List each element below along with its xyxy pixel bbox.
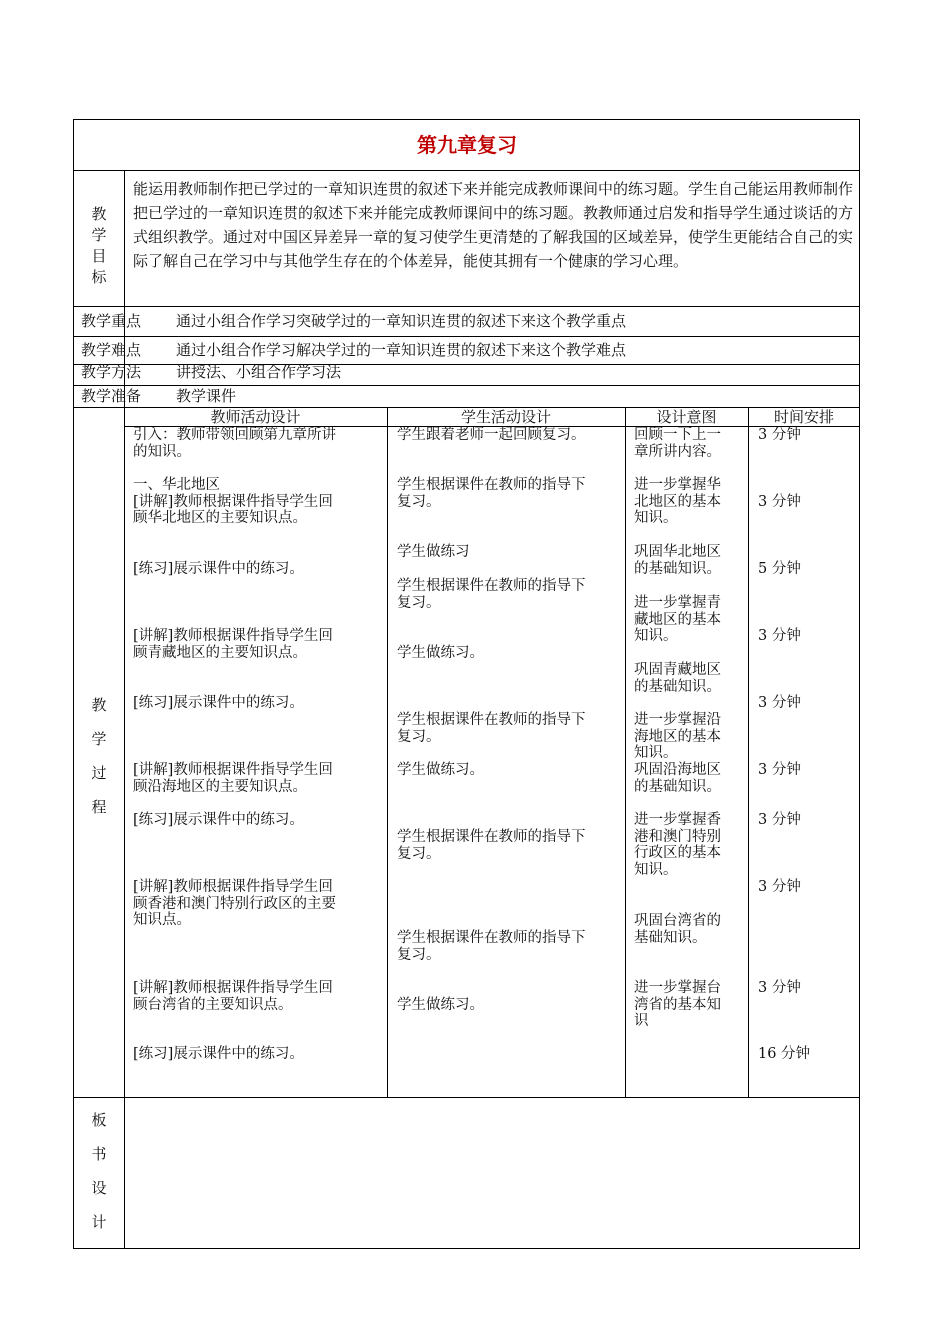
teacher-activity: 一、华北地区 [讲解]教师根据课件指导学生回 顾华北地区的主要知识点。: [133, 477, 333, 526]
preparation-label: 教学准备: [81, 387, 142, 405]
key-points-label: 教学重点: [81, 312, 142, 330]
teacher-activity: 引入：教师带领回顾第九章所讲 的知识。: [133, 427, 336, 460]
teacher-activity: [讲解]教师根据课件指导学生回 顾沿海地区的主要知识点。: [133, 762, 333, 795]
teacher-activity: [练习]展示课件中的练习。: [133, 1046, 304, 1062]
header-time: 时间安排: [773, 408, 834, 426]
teacher-activity: [讲解]教师根据课件指导学生回 顾香港和澳门特别行政区的主要 知识点。: [133, 879, 336, 928]
teacher-activity: [练习]展示课件中的练习。: [133, 695, 304, 711]
time-allotment: 3 分钟: [758, 427, 801, 443]
student-activity: 学生做练习。: [397, 762, 484, 778]
design-intent: 进一步掌握香 港和澳门特别 行政区的基本 知识。: [634, 812, 721, 878]
time-allotment: 5 分钟: [758, 561, 801, 577]
objectives-label: 教 学 目 标: [91, 205, 107, 286]
time-allotment: 3 分钟: [758, 980, 801, 996]
process-label: 教 学 过 程: [91, 696, 107, 816]
preparation-value: 教学课件: [176, 387, 237, 405]
key-points-value: 通过小组合作学习突破学过的一章知识连贯的叙述下来这个教学重点: [176, 312, 627, 330]
student-activity: 学生做练习。: [397, 645, 484, 661]
student-activity: 学生根据课件在教师的指导下 复习。: [397, 829, 586, 862]
objectives-text: 能运用教师制作把已学过的一章知识连贯的叙述下来并能完成教师课间中的练习题。学生自己能运用教师制作把已学过的一章知识连贯的叙述下来并能完成教师课间中的练习题。教教师通过启发和指导学生通过谈话的方式组织教学。通过对中国区异差异一章的复习使学生更清楚的了解我国的区域差异，使学生更能结合自己的实际了解自己在学习中与其他学生存在的个体差异，能使其拥有一个健康的学习心理。: [133, 180, 854, 270]
design-intent: 巩固青藏地区 的基础知识。: [634, 662, 721, 695]
time-allotment: 3 分钟: [758, 762, 801, 778]
teacher-activity: [讲解]教师根据课件指导学生回 顾台湾省的主要知识点。: [133, 980, 333, 1013]
teacher-activity: [练习]展示课件中的练习。: [133, 812, 304, 828]
time-allotment: 3 分钟: [758, 879, 801, 895]
time-allotment: 3 分钟: [758, 628, 801, 644]
student-activity: 学生根据课件在教师的指导下 复习。: [397, 477, 586, 510]
design-intent: 回顾一下上一 章所讲内容。: [634, 427, 721, 460]
page-title: 第九章复习: [417, 133, 517, 157]
time-allotment: 3 分钟: [758, 812, 801, 828]
design-intent: 进一步掌握华 北地区的基本 知识。: [634, 477, 721, 526]
header-student: 学生活动设计: [460, 408, 551, 426]
time-allotment: 3 分钟: [758, 494, 801, 510]
teacher-activity: [讲解]教师根据课件指导学生回 顾青藏地区的主要知识点。: [133, 628, 333, 661]
header-intent: 设计意图: [656, 408, 717, 426]
student-activity: 学生根据课件在教师的指导下 复习。: [397, 930, 586, 963]
time-allotment: 16 分钟: [758, 1046, 811, 1062]
header-teacher: 教师活动设计: [210, 408, 301, 426]
teacher-activity: [练习]展示课件中的练习。: [133, 561, 304, 577]
student-activity: 学生做练习。: [397, 997, 484, 1013]
difficulties-value: 通过小组合作学习解决学过的一章知识连贯的叙述下来这个教学难点: [176, 341, 627, 359]
design-intent: 巩固华北地区 的基础知识。: [634, 544, 721, 577]
time-allotment: 3 分钟: [758, 695, 801, 711]
design-intent: 进一步掌握沿 海地区的基本 知识。: [634, 712, 721, 761]
design-intent: 巩固沿海地区 的基础知识。: [634, 762, 721, 795]
student-activity: 学生根据课件在教师的指导下 复习。: [397, 712, 586, 745]
board-design-area: [125, 1098, 859, 1248]
design-intent: 进一步掌握青 藏地区的基本 知识。: [634, 595, 721, 644]
design-intent: 进一步掌握台 湾省的基本知 识: [634, 980, 721, 1029]
difficulties-label: 教学难点: [81, 341, 142, 359]
method-value: 讲授法、小组合作学习法: [176, 363, 342, 381]
student-activity: 学生根据课件在教师的指导下 复习。: [397, 578, 586, 611]
student-activity: 学生做练习: [397, 544, 470, 560]
method-label: 教学方法: [81, 363, 142, 381]
design-intent: 巩固台湾省的 基础知识。: [634, 913, 721, 946]
board-design-label: 板 书 设 计: [91, 1111, 107, 1231]
student-activity: 学生跟着老师一起回顾复习。: [397, 427, 586, 443]
